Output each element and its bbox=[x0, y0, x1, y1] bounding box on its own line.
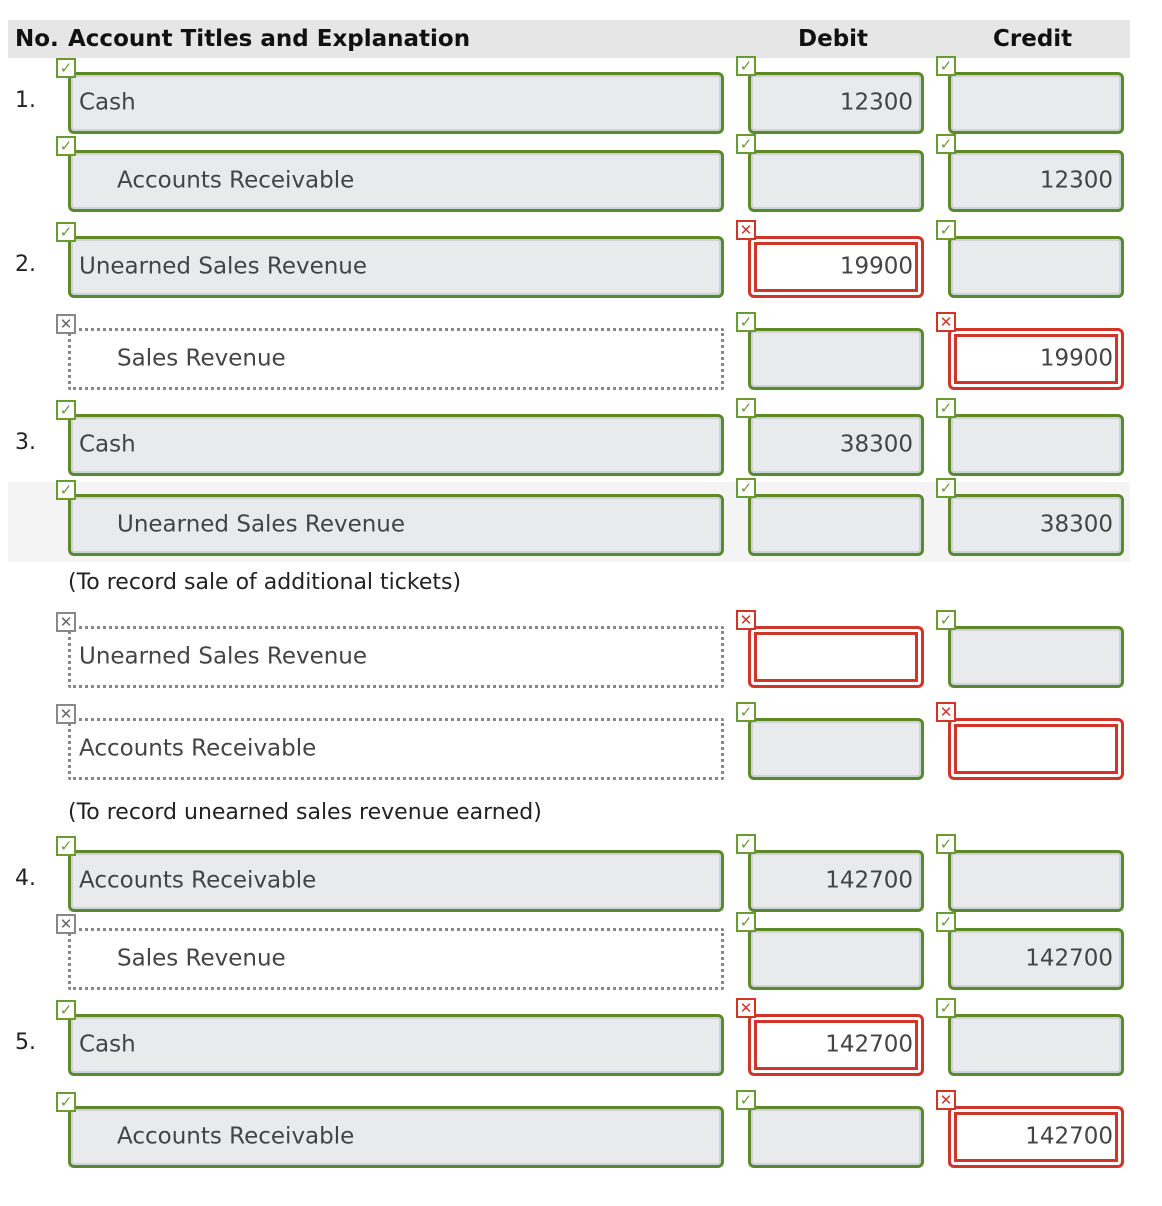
check-icon: ✓ bbox=[736, 702, 756, 722]
debit-input[interactable] bbox=[748, 626, 924, 688]
credit-input[interactable] bbox=[948, 328, 1124, 390]
header-account: Account Titles and Explanation bbox=[68, 26, 471, 52]
x-icon: ✕ bbox=[56, 704, 76, 724]
check-icon: ✓ bbox=[736, 134, 756, 154]
check-icon: ✓ bbox=[736, 1090, 756, 1110]
amount-value: 19900 bbox=[1039, 345, 1113, 372]
account-title-value: Accounts Receivable bbox=[79, 867, 317, 894]
check-icon: ✓ bbox=[736, 56, 756, 76]
check-icon: ✓ bbox=[736, 478, 756, 498]
account-title-value: Unearned Sales Revenue bbox=[117, 511, 406, 538]
check-icon: ✓ bbox=[736, 834, 756, 854]
check-icon: ✓ bbox=[56, 136, 76, 156]
x-icon: ✕ bbox=[736, 610, 756, 630]
account-title-input[interactable] bbox=[68, 150, 724, 212]
check-icon: ✓ bbox=[56, 400, 76, 420]
x-icon: ✕ bbox=[56, 914, 76, 934]
account-title-value: Unearned Sales Revenue bbox=[79, 643, 368, 670]
debit-input[interactable] bbox=[748, 718, 924, 780]
check-icon: ✓ bbox=[936, 610, 956, 630]
check-icon: ✓ bbox=[736, 398, 756, 418]
account-title-value: Cash bbox=[79, 1031, 136, 1058]
check-icon: ✓ bbox=[56, 58, 76, 78]
x-icon: ✕ bbox=[56, 314, 76, 334]
account-title-input[interactable] bbox=[68, 414, 724, 476]
x-icon: ✕ bbox=[736, 998, 756, 1018]
check-icon: ✓ bbox=[56, 836, 76, 856]
credit-input[interactable] bbox=[948, 928, 1124, 990]
check-icon: ✓ bbox=[936, 834, 956, 854]
amount-value: 142700 bbox=[1025, 1123, 1113, 1150]
debit-input[interactable] bbox=[748, 328, 924, 390]
check-icon: ✓ bbox=[936, 56, 956, 76]
account-title-value: Sales Revenue bbox=[117, 345, 286, 372]
debit-input[interactable] bbox=[748, 1106, 924, 1168]
account-title-input[interactable] bbox=[68, 328, 724, 390]
account-title-value: Accounts Receivable bbox=[117, 167, 355, 194]
account-title-value: Accounts Receivable bbox=[117, 1123, 355, 1150]
account-title-input[interactable] bbox=[68, 1014, 724, 1076]
credit-input[interactable] bbox=[948, 718, 1124, 780]
header-no: No. bbox=[15, 26, 59, 52]
header-credit: Credit bbox=[993, 26, 1073, 52]
check-icon: ✓ bbox=[56, 222, 76, 242]
check-icon: ✓ bbox=[936, 478, 956, 498]
amount-value: 142700 bbox=[1025, 945, 1113, 972]
debit-input[interactable] bbox=[748, 236, 924, 298]
account-title-input[interactable] bbox=[68, 928, 724, 990]
header-debit: Debit bbox=[798, 26, 869, 52]
credit-input[interactable] bbox=[948, 236, 1124, 298]
entry-number: 2. bbox=[15, 252, 36, 277]
check-icon: ✓ bbox=[736, 912, 756, 932]
x-icon: ✕ bbox=[736, 220, 756, 240]
check-icon: ✓ bbox=[936, 998, 956, 1018]
entry-number: 5. bbox=[15, 1030, 36, 1055]
debit-input[interactable] bbox=[748, 850, 924, 912]
entry-explanation: (To record unearned sales revenue earned) bbox=[68, 800, 542, 825]
entry-number: 1. bbox=[15, 88, 36, 113]
debit-input[interactable] bbox=[748, 414, 924, 476]
entry-explanation: (To record sale of additional tickets) bbox=[68, 570, 462, 595]
table-header bbox=[8, 20, 1130, 58]
x-icon: ✕ bbox=[936, 1090, 956, 1110]
debit-input[interactable] bbox=[748, 1014, 924, 1076]
account-title-input[interactable] bbox=[68, 1106, 724, 1168]
entry-number: 3. bbox=[15, 430, 36, 455]
amount-value: 142700 bbox=[825, 1031, 913, 1058]
check-icon: ✓ bbox=[56, 1000, 76, 1020]
check-icon: ✓ bbox=[736, 312, 756, 332]
check-icon: ✓ bbox=[936, 134, 956, 154]
account-title-input[interactable] bbox=[68, 626, 724, 688]
credit-input[interactable] bbox=[948, 1106, 1124, 1168]
x-icon: ✕ bbox=[936, 702, 956, 722]
account-title-input[interactable] bbox=[68, 718, 724, 780]
check-icon: ✓ bbox=[56, 1092, 76, 1112]
credit-input[interactable] bbox=[948, 1014, 1124, 1076]
account-title-input[interactable] bbox=[68, 850, 724, 912]
check-icon: ✓ bbox=[56, 480, 76, 500]
x-icon: ✕ bbox=[936, 312, 956, 332]
amount-value: 12300 bbox=[839, 89, 913, 116]
credit-input[interactable] bbox=[948, 150, 1124, 212]
account-title-value: Sales Revenue bbox=[117, 945, 286, 972]
amount-value: 142700 bbox=[825, 867, 913, 894]
debit-input[interactable] bbox=[748, 494, 924, 556]
credit-input[interactable] bbox=[948, 626, 1124, 688]
credit-input[interactable] bbox=[948, 72, 1124, 134]
account-title-input[interactable] bbox=[68, 72, 724, 134]
account-title-value: Cash bbox=[79, 89, 136, 116]
debit-input[interactable] bbox=[748, 928, 924, 990]
account-title-value: Unearned Sales Revenue bbox=[79, 253, 368, 280]
account-title-value: Accounts Receivable bbox=[79, 735, 317, 762]
credit-input[interactable] bbox=[948, 494, 1124, 556]
entry-number: 4. bbox=[15, 866, 36, 891]
amount-value: 19900 bbox=[839, 253, 913, 280]
account-title-input[interactable] bbox=[68, 236, 724, 298]
credit-input[interactable] bbox=[948, 414, 1124, 476]
account-title-value: Cash bbox=[79, 431, 136, 458]
amount-value: 38300 bbox=[1039, 511, 1113, 538]
check-icon: ✓ bbox=[936, 912, 956, 932]
account-title-input[interactable] bbox=[68, 494, 724, 556]
x-icon: ✕ bbox=[56, 612, 76, 632]
amount-value: 38300 bbox=[839, 431, 913, 458]
check-icon: ✓ bbox=[936, 220, 956, 240]
credit-input[interactable] bbox=[948, 850, 1124, 912]
amount-value: 12300 bbox=[1039, 167, 1113, 194]
debit-input[interactable] bbox=[748, 150, 924, 212]
check-icon: ✓ bbox=[936, 398, 956, 418]
debit-input[interactable] bbox=[748, 72, 924, 134]
